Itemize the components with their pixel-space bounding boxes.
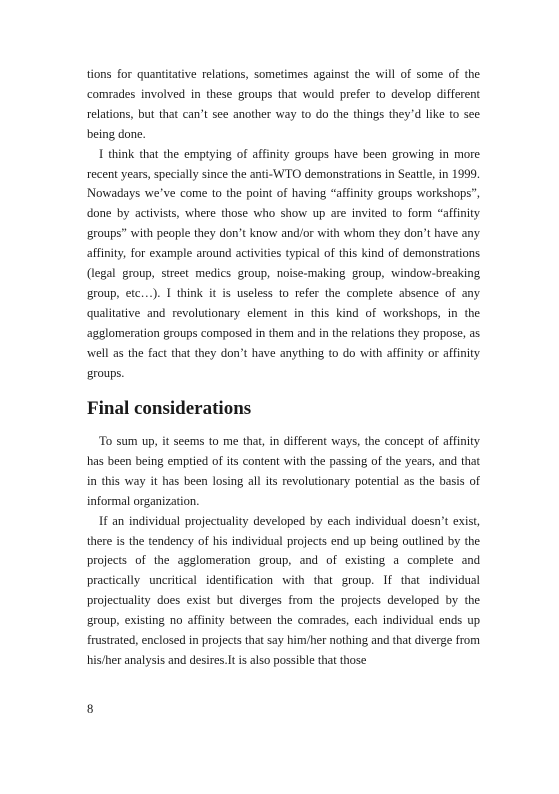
paragraph: To sum up, it seems to me that, in different ways, the concept of affinity has been being emptied of its content with the passing of the years, and that in this way it has been losing all its revolutionary potential as the basis of informal organization. [87, 434, 480, 508]
page-number: 8 [87, 702, 94, 716]
section-heading: Final considerations [87, 398, 252, 419]
paragraph: tions for quantitative relations, sometimes against the will of some of the comrades involved in these groups that would prefer to develop different relations, but that can’t see another way to do the things they’d like to see being done. [87, 67, 480, 141]
paragraph: If an individual projectuality developed by each individual doesn’t exist, there is the tendency of his individual projects end up being outlined by the projects of the agglomeration group, and of existing a complete and practically uncritical identification with that group. If that individual projectuality does exist but diverges from the projects developed by the group, existing no affinity between the comrades, each individual ends up frustrated, enclosed in projects that say him/her nothing and that diverge from his/her analysis and desires.It is also possible that those [87, 513, 480, 667]
body-text-top [87, 65, 480, 384]
paragraph: I think that the emptying of affinity groups have been growing in more recent years, specially since the anti-WTO demonstrations in Seattle, in 1999. Nowadays we’ve come to the point of having “affinity groups workshops”, done by activists, where those who show up are invited to form “affinity groups” with people they don’t know and/or with whom they don’t have any affinity, for example around activities typical of this kind of demonstrations (legal group, street medics group, noise-making group, window-breaking group, etc…). I think it is useless to refer the complete absence of any qualitative and revolutionary element in this kind of workshops, in the agglomeration groups composed in them and in the relations they propose, as well as the fact that they don’t have anything to do with affinity or affinity groups. [87, 146, 480, 380]
body-text-bottom [87, 432, 480, 671]
